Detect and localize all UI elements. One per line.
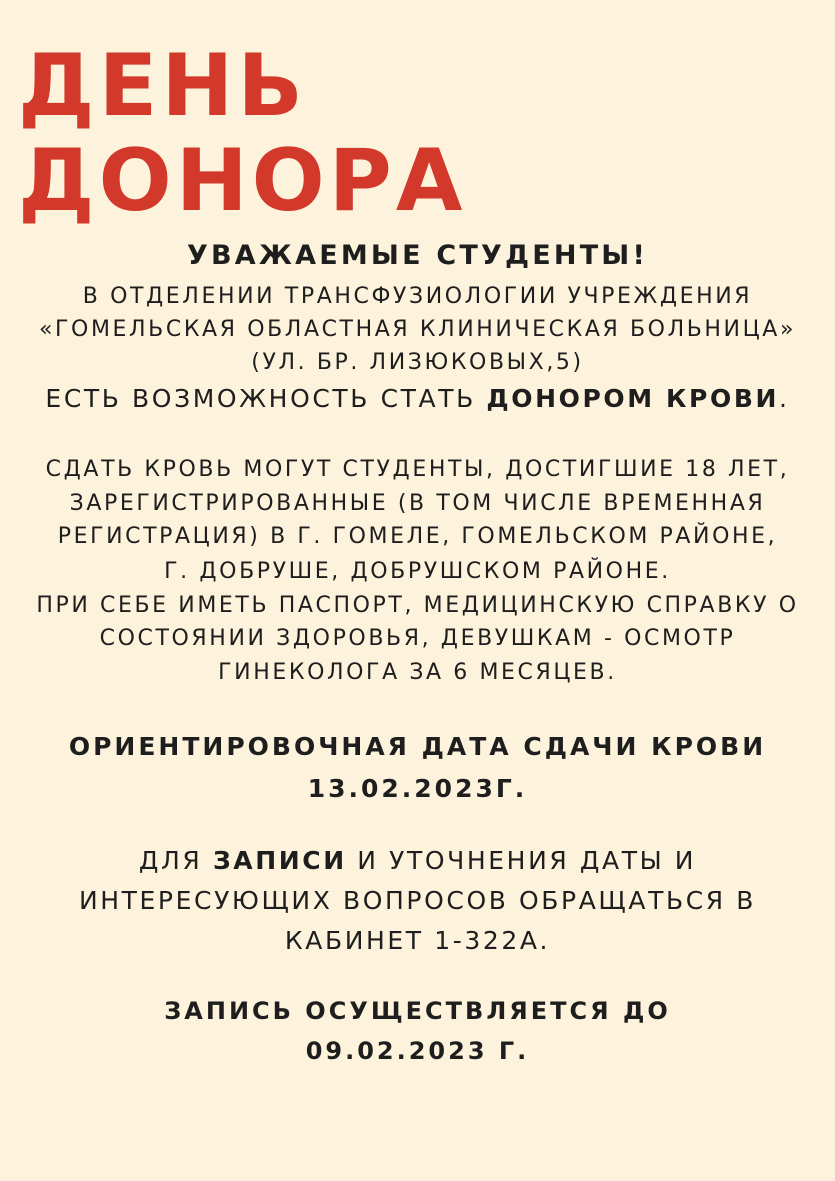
office-number: КАБИНЕТ 1-322А. <box>284 926 551 955</box>
requirements-line-4: Г. ДОБРУШЕ, ДОБРУШСКОМ РАЙОНЕ. <box>164 559 671 584</box>
requirements-line-7: ГИНЕКОЛОГА ЗА 6 МЕСЯЦЕВ. <box>218 660 617 685</box>
intro-line-2: «ГОМЕЛЬСКАЯ ОБЛАСТНАЯ КЛИНИЧЕСКАЯ БОЛЬНИЦА» <box>38 317 797 342</box>
contact-line-1-suffix: И УТОЧНЕНИЯ ДАТЫ И <box>346 846 697 875</box>
intro-line-4 <box>0 384 835 413</box>
requirements-line-1: СДАТЬ КРОВЬ МОГУТ СТУДЕНТЫ, ДОСТИГШИЕ 18 ЛЕТ, <box>45 457 790 482</box>
requirements-line-3: РЕГИСТРАЦИЯ) В Г. ГОМЕЛЕ, ГОМЕЛЬСКОМ РАЙОНЕ, <box>57 524 778 549</box>
registration-emphasis: ЗАПИСИ <box>212 846 347 875</box>
address-line: (УЛ. БР. ЛИЗЮКОВЫХ,5) <box>251 350 584 375</box>
contact-line-1-prefix: ДЛЯ <box>138 846 213 875</box>
donation-date-label: ОРИЕНТИРОВОЧНАЯ ДАТА СДАЧИ КРОВИ <box>68 732 767 761</box>
requirements-line-2: ЗАРЕГИСТРИРОВАННЫЕ (В ТОМ ЧИСЛЕ ВРЕМЕННАЯ <box>69 491 766 516</box>
page-title-line-2: ДОНОРА <box>18 131 467 231</box>
donor-emphasis: ДОНОРОМ КРОВИ <box>486 384 780 413</box>
page-title-line-1: ДЕНЬ <box>18 36 307 136</box>
donation-date-value: 13.02.2023Г. <box>307 774 528 803</box>
requirements-line-6: СОСТОЯНИИ ЗДОРОВЬЯ, ДЕВУШКАМ - ОСМОТР <box>99 626 736 651</box>
contact-line-2: ИНТЕРЕСУЮЩИХ ВОПРОСОВ ОБРАЩАТЬСЯ В <box>78 886 757 915</box>
intro-line-1: В ОТДЕЛЕНИИ ТРАНСФУЗИОЛОГИИ УЧРЕЖДЕНИЯ <box>82 284 753 309</box>
greeting-heading: УВАЖАЕМЫЕ СТУДЕНТЫ! <box>186 240 648 271</box>
requirements-line-5: ПРИ СЕБЕ ИМЕТЬ ПАСПОРТ, МЕДИЦИНСКУЮ СПРАВКУ О <box>36 593 799 618</box>
contact-line-1 <box>0 846 835 875</box>
deadline-date: 09.02.2023 Г. <box>305 1037 530 1065</box>
intro-line-4-prefix: ЕСТЬ ВОЗМОЖНОСТЬ СТАТЬ <box>45 384 487 413</box>
intro-line-4-suffix: . <box>779 384 790 413</box>
deadline-label: ЗАПИСЬ ОСУЩЕСТВЛЯЕТСЯ ДО <box>164 997 671 1025</box>
